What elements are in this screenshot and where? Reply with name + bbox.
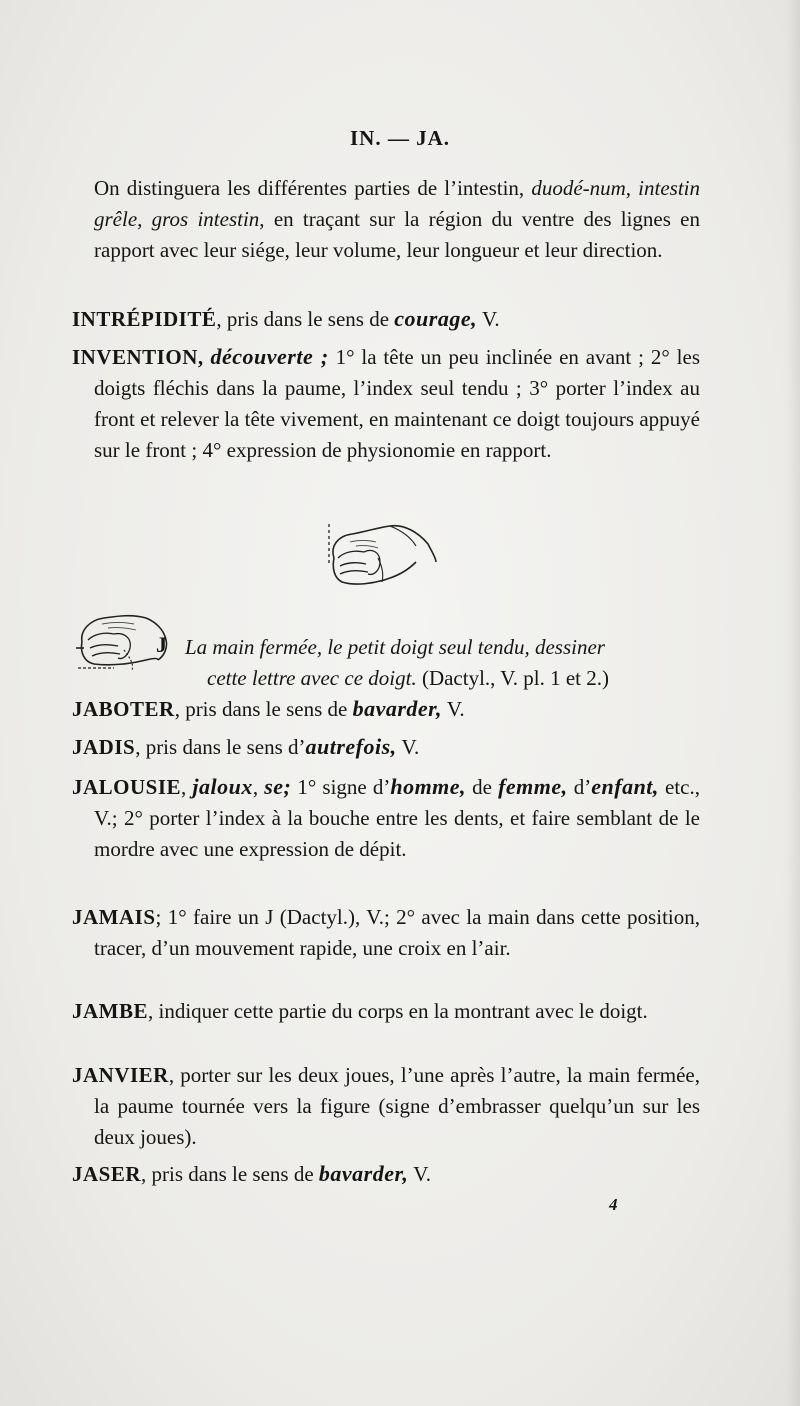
headword: JANVIER	[72, 1063, 169, 1087]
page-edge-shadow	[786, 0, 800, 1406]
entry-text: ,	[252, 775, 265, 799]
entry-text: ,	[181, 775, 193, 799]
entry-jalousie	[72, 771, 700, 865]
intro-italic: duodé-num, intestin grêle, gros intestin,	[94, 176, 700, 231]
cross-reference: courage,	[394, 306, 478, 331]
cross-reference: enfant,	[591, 774, 659, 799]
entry-intrepidite	[72, 303, 700, 335]
intro-text-2: en traçant sur la région du ventre des lignes en rapport avec leur siége, leur volume, leur longueur et leur direction.	[94, 207, 700, 262]
entry-text: etc., V.; 2° porter l’index à la bouche entre les dents, et faire semblant de le mordre avec une expression de dépit.	[94, 775, 701, 861]
entry-text: , pris dans le sens de	[141, 1162, 319, 1186]
headword: INVENTION,	[72, 345, 204, 369]
entry-text: V.	[396, 735, 420, 759]
caption-line-2: (Dactyl., V. pl. 1 et 2.)	[416, 666, 609, 690]
figure-letter: J	[156, 632, 167, 657]
caption-line-2-italic: cette lettre avec ce doigt.	[207, 666, 417, 690]
entry-text: 1° signe d’	[291, 775, 391, 799]
figure-caption	[185, 632, 679, 694]
entry-text: d’	[567, 775, 592, 799]
entry-jambe	[72, 996, 700, 1027]
entry-jaser	[72, 1158, 700, 1190]
synonym: découverte ;	[210, 344, 329, 369]
entry-janvier	[72, 1060, 700, 1153]
entry-text: , indiquer cette partie du corps en la montrant avec le doigt.	[148, 999, 648, 1023]
caption-line-1: La main fermée, le petit doigt seul tendu, dessiner	[185, 635, 605, 659]
entry-text: V.	[442, 697, 465, 721]
headword: JABOTER	[72, 697, 175, 721]
intro-paragraph	[72, 173, 700, 266]
cross-reference: homme,	[390, 774, 467, 799]
headword: JASER	[72, 1162, 142, 1186]
headword: INTRÉPIDITÉ	[72, 307, 217, 331]
entry-text: V.	[408, 1162, 431, 1186]
cross-reference: bavarder,	[352, 696, 443, 721]
entry-text: de	[466, 775, 499, 799]
entry-text: , pris dans le sens de	[174, 697, 353, 721]
entry-jaboter	[72, 693, 700, 725]
cross-reference: femme,	[498, 774, 568, 799]
headword: JAMAIS	[72, 905, 156, 929]
entry-text: 1° la tête un peu inclinée en avant ; 2° les doigts fléchis dans la paume, l’index seul tendu ; 3° porter l’index au front et relever la tête vivement, en maintenant ce doigt toujours appuyé sur le front ; 4° expression de physionomie en rapport.	[94, 345, 700, 462]
entry-text: ; 1° faire un J (Dactyl.), V.; 2° avec la main dans cette position, tracer, d’un mouvement rapide, une croix en l’air.	[94, 905, 700, 960]
entry-text: V.	[477, 307, 500, 331]
page-number: 4	[609, 1195, 618, 1214]
entry-jamais	[72, 902, 700, 964]
headword: JALOUSIE	[72, 775, 182, 799]
entry-jadis	[72, 731, 700, 763]
entry-text: , porter sur les deux joues, l’une après l’autre, la main fermée, la paume tournée vers la figure (signe d’embrasser quelqu’un sur les deux joues).	[94, 1063, 700, 1149]
entry-invention	[72, 341, 700, 466]
headword: JAMBE	[72, 999, 148, 1023]
headword: JADIS	[72, 735, 136, 759]
running-header: IN. — JA.	[349, 126, 450, 150]
synonym: se;	[264, 774, 292, 799]
entry-text: , pris dans le sens d’	[135, 735, 306, 759]
hand-index-illustration	[320, 518, 440, 590]
intro-text-1: On distinguera les différentes parties de l’intestin,	[94, 176, 532, 200]
cross-reference: autrefois,	[305, 734, 397, 759]
entry-text: , pris dans le sens de	[216, 307, 395, 331]
synonym: jaloux	[192, 774, 253, 799]
cross-reference: bavarder,	[318, 1161, 409, 1186]
